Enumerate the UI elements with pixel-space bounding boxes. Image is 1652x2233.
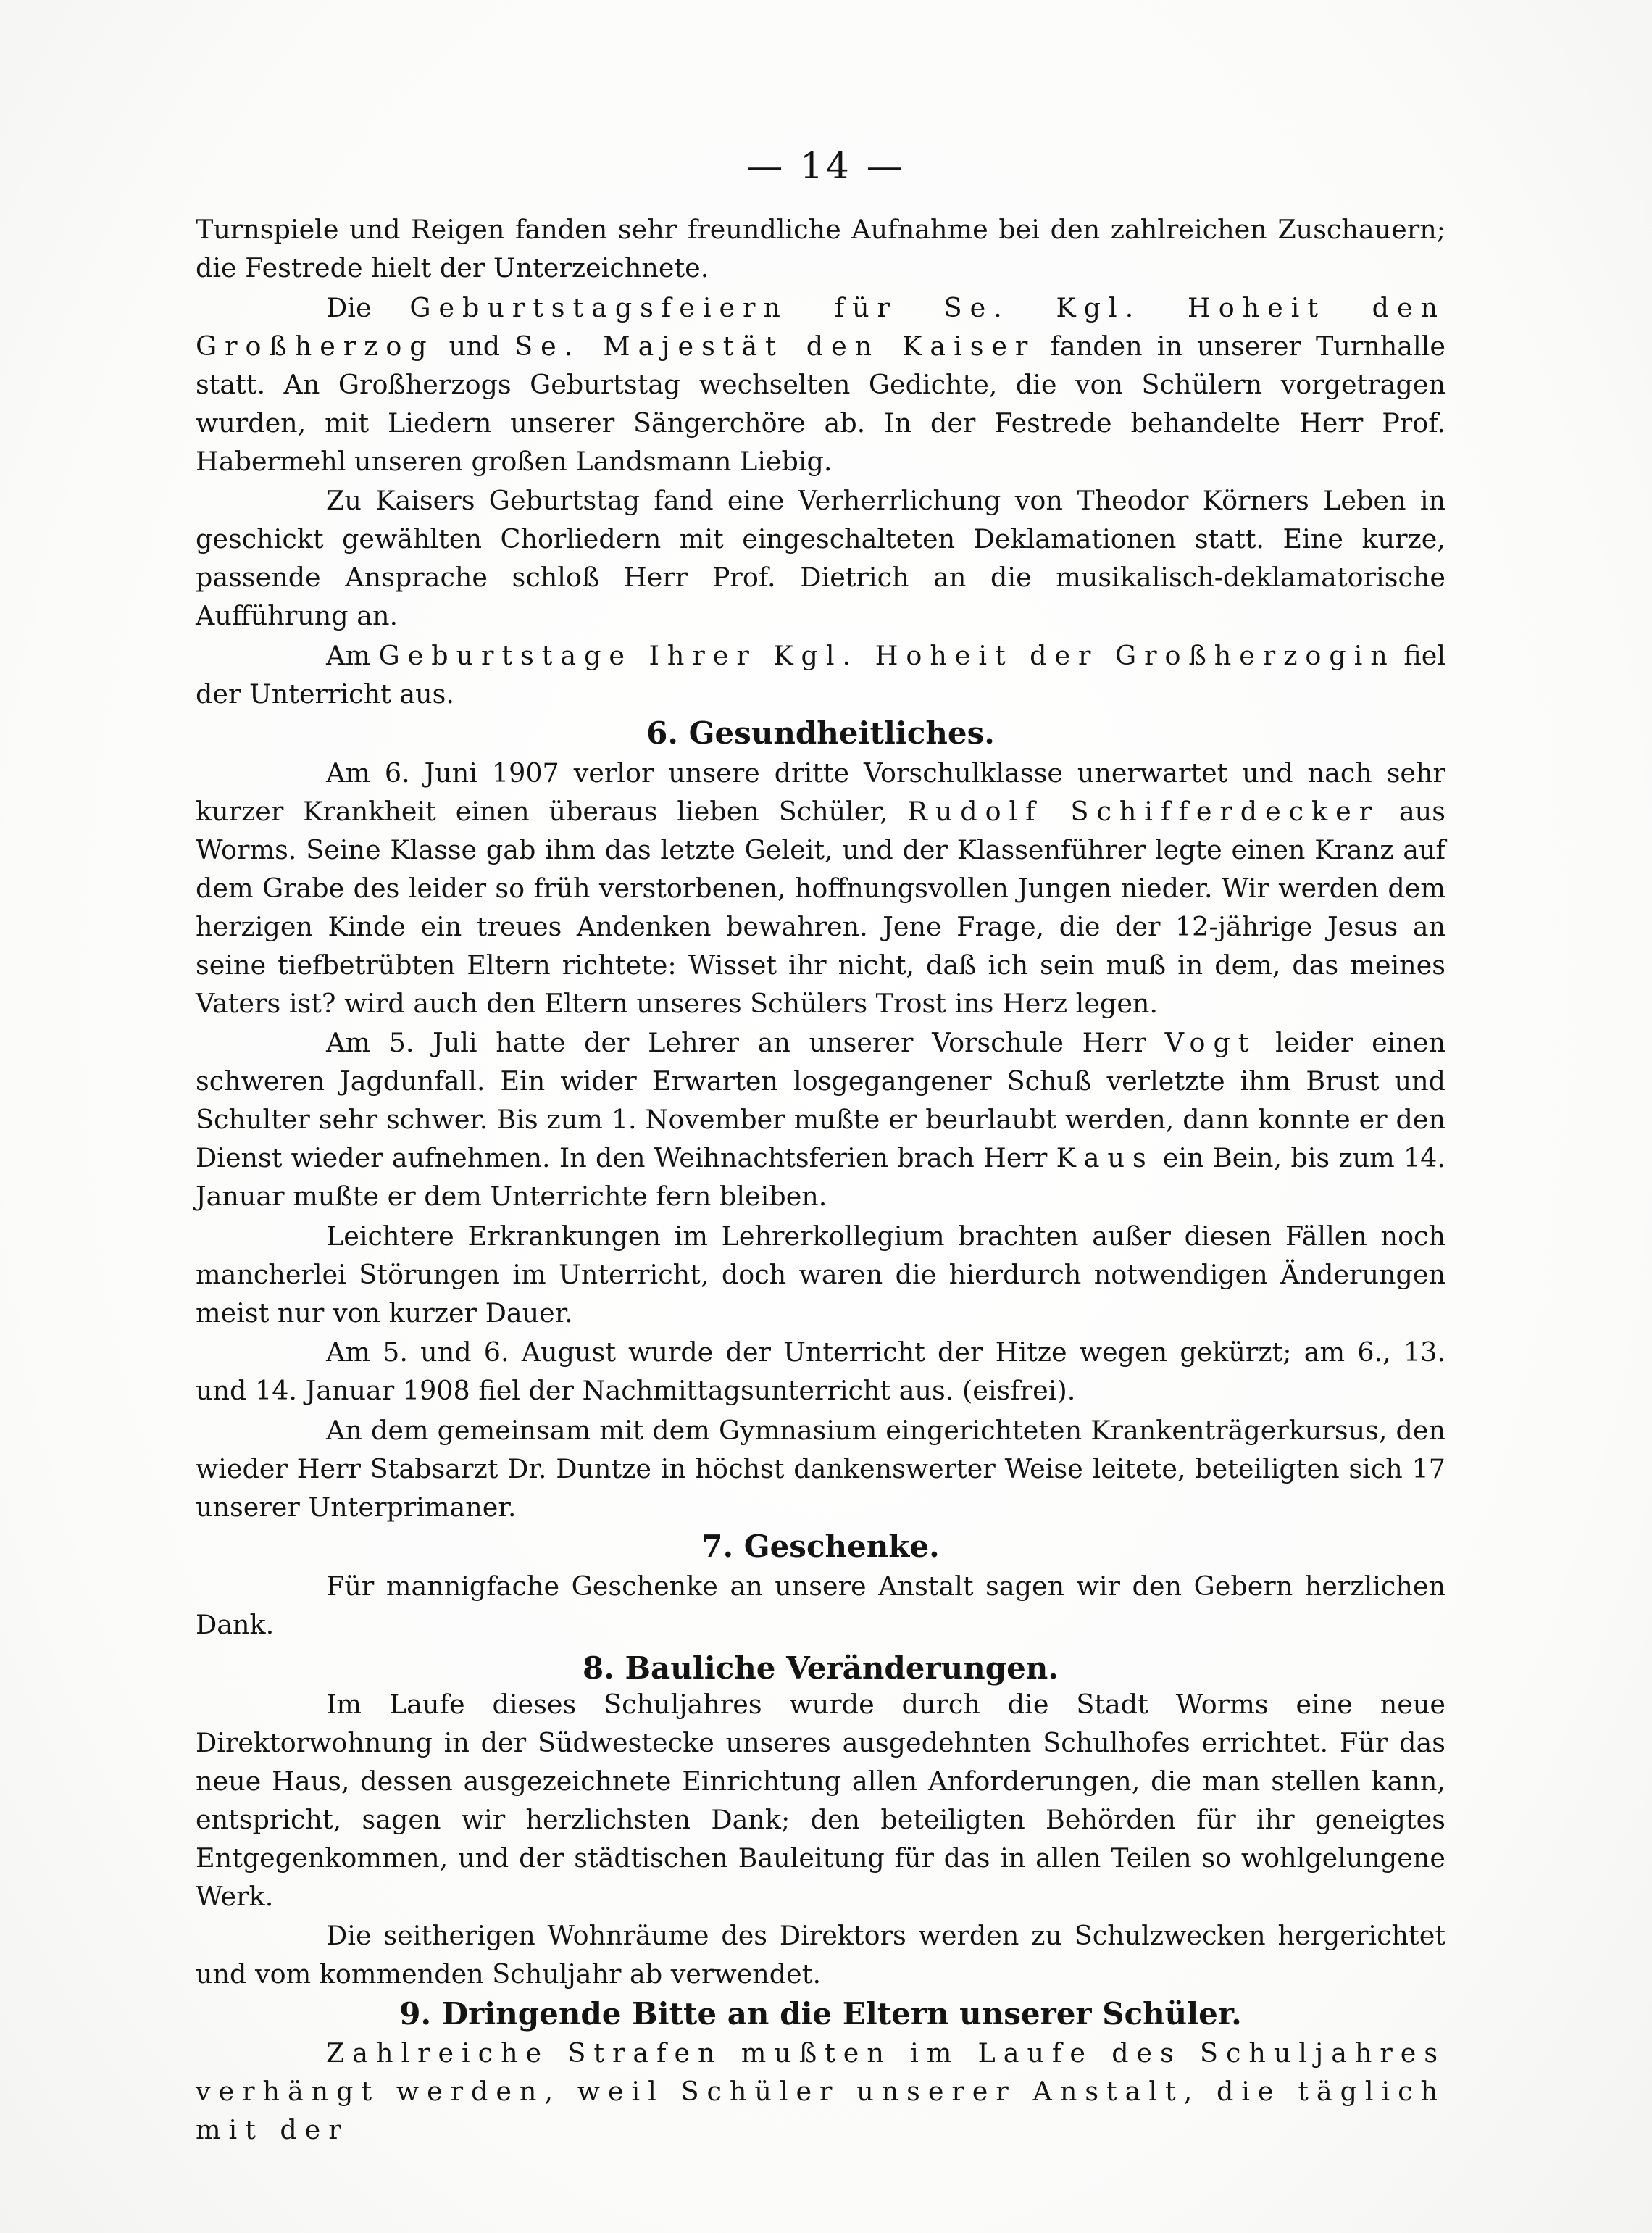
spaced-text: Geburtstage Ihrer Kgl. Hoheit der Großherzogin — [378, 639, 1396, 671]
text-run: fiel der Unterricht aus. — [196, 639, 1446, 710]
spaced-text: Geburtstagsfeiern für Se. Kgl. Hoheit den Großherzog — [196, 291, 1446, 362]
paragraph — [196, 1217, 1446, 1332]
text-run: aus Worms. Seine Klasse gab ihm das letzte Geleit, und der Klassenführer legte einen Kranz auf dem Grabe des leider so früh verstorbenen, hoffnungsvollen Jungen nieder. Wir werden dem herzigen Kinde ein treues Andenken bewahren. Jene Frage, die der 12-jährige Jesus an seine tiefbetrübten Eltern richtete: Wisset ihr nicht, daß ich sein muß in dem, das meines Vaters ist? wird auch den Eltern unseres Schülers Trost ins Herz legen. — [196, 795, 1446, 1019]
text-run: Die — [326, 291, 410, 323]
paragraph — [196, 754, 1446, 1023]
text-run: An dem gemeinsam mit dem Gymnasium eingerichteten Krankenträgerkursus, den wieder Herr Stabsarzt Dr. Duntze in höchst dankenswerter Weise leitete, beteiligten sich 17 unserer Unterprimaner. — [196, 1414, 1446, 1523]
text-run: 6. Gesundheitliches. — [646, 715, 995, 751]
paragraph — [196, 1567, 1446, 1644]
page-number: — 14 — — [746, 145, 906, 187]
spaced-text: Zahlreiche Strafen mußten im Laufe des Schuljahres verhängt werden, weil Schüler unserer Anstalt, die täglich mit der — [196, 2037, 1446, 2145]
paragraph — [196, 1333, 1446, 1410]
body-text — [196, 210, 1446, 2150]
text-run: Turnspiele und Reigen fanden sehr freundliche Aufnahme bei den zahlreichen Zuschauern; die Festrede hielt der Unterzeichnete. — [196, 214, 1446, 283]
text-run: 8. Bauliche Veränderungen. — [583, 1650, 1059, 1686]
spaced-text: Vogt — [1164, 1027, 1257, 1058]
text-run: Im Laufe dieses Schuljahres wurde durch die Stadt Worms eine neue Direktorwohnung in der Südwestecke unseres ausgedehnten Schulhofes errichtet. Für das neue Haus, dessen ausgezeichnete Einrichtung allen Anforderungen, die man stellen kann, entspricht, sagen wir herzlichsten Dank; den beteiligten Behörden für ihr geneigtes Entgegenkommen, und der städtischen Bauleitung für das in allen Teilen so wohlgelungene Werk. — [196, 1688, 1446, 1912]
text-run: Zu Kaisers Geburtstag fand eine Verherrlichung von Theodor Körners Leben in geschickt gewählten Chorliedern mit eingeschalteten Deklamationen statt. Eine kurze, passende Ansprache schloß Herr Prof. Dietrich an die musikalisch-deklamatorische Aufführung an. — [196, 485, 1446, 631]
text-run: fanden in unserer Turnhalle statt. An Großherzogs Geburtstag wechselten Gedichte, die von Schülern vorgetragen wurden, mit Liedern unserer Sängerchöre ab. In der Festrede behandelte Herr Prof. Habermehl unseren großen Landsmann Liebig. — [196, 330, 1446, 477]
text-run: Für mannigfache Geschenke an unsere Anstalt sagen wir den Gebern herzlichen Dank. — [196, 1570, 1446, 1640]
text-run: 9. Dringende Bitte an die Eltern unserer Schüler. — [399, 1995, 1242, 2032]
paragraph — [196, 1411, 1446, 1526]
paragraph — [196, 1023, 1446, 1215]
paragraph — [196, 481, 1446, 635]
paragraph — [196, 288, 1446, 481]
spaced-text: Kaus — [1056, 1142, 1154, 1173]
paragraph — [196, 2034, 1446, 2149]
text-run: Am 5. und 6. August wurde der Unterricht der Hitze wegen gekürzt; am 6., 13. und 14. Januar 1908 fiel der Nachmittagsunterricht aus. (eisfrei). — [196, 1336, 1446, 1406]
paragraph — [196, 210, 1446, 287]
paragraph — [196, 636, 1446, 713]
paragraph — [196, 1916, 1446, 1993]
text-run: und — [434, 330, 515, 362]
text-run: ein Bein, bis zum 14. Januar mußte er dem Unterrichte fern bleiben. — [196, 1142, 1446, 1212]
section-heading — [196, 1995, 1446, 2033]
text-run: Am 5. Juli hatte der Lehrer an unserer Vorschule Herr — [326, 1027, 1165, 1058]
text-run: Am 6. Juni 1907 verlor unsere dritte Vorschulklasse unerwartet und nach sehr kurzer Krankheit einen überaus lieben Schüler, — [196, 757, 1446, 827]
text-run: Am — [326, 639, 379, 671]
text-run: Leichtere Erkrankungen im Lehrerkollegium brachten außer diesen Fällen noch mancherlei Störungen im Unterricht, doch waren die hierdurch notwendigen Änderungen meist nur von kurzer Dauer. — [196, 1220, 1446, 1328]
section-heading — [196, 714, 1446, 752]
spaced-text: Rudolf Schifferdecker — [907, 795, 1380, 827]
spaced-text: Se. Majestät den Kaiser — [514, 330, 1036, 362]
section-heading — [196, 1527, 1446, 1565]
text-run: 7. Geschenke. — [701, 1529, 940, 1564]
text-run: Die seitherigen Wohnräume des Direktors werden zu Schulzwecken hergerichtet und vom kommenden Schuljahr ab verwendet. — [196, 1920, 1446, 1989]
text-run: leider einen schweren Jagdunfall. Ein wider Erwarten losgegangener Schuß verletzte ihm Brust und Schulter sehr schwer. Bis zum 1. November mußte er beurlaubt werden, dann konnte er den Dienst wieder aufnehmen. In den Weihnachtsferien brach Herr — [196, 1027, 1446, 1173]
paragraph — [196, 1685, 1446, 1916]
